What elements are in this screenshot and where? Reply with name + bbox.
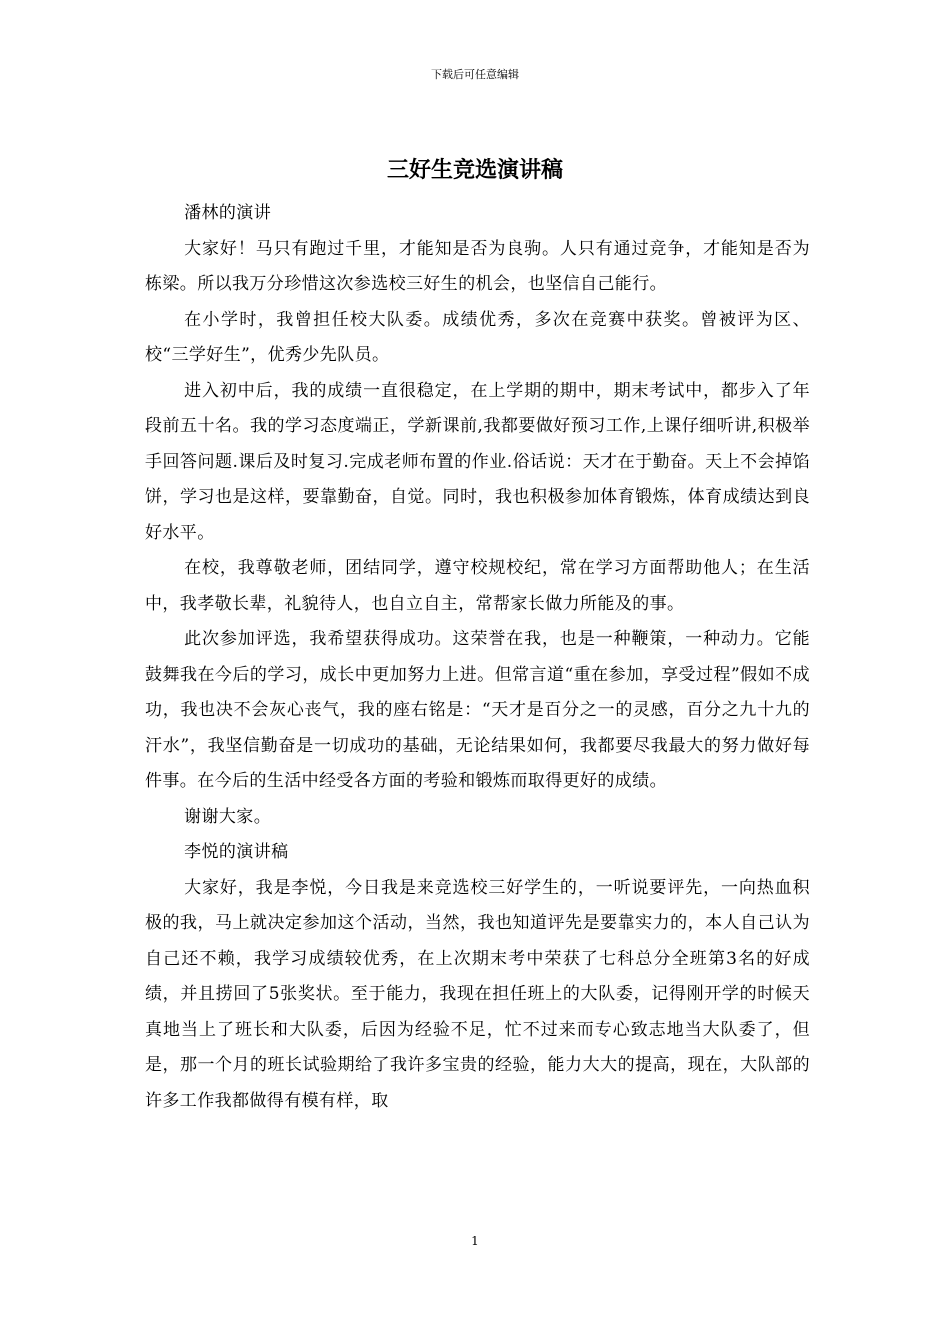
paragraph: 大家好！马只有跑过千里，才能知是否为良驹。人只有通过竞争，才能知是否为栋梁。所以我万分珍惜这次参选校三好生的机会，也坚信自己能行。 bbox=[145, 238, 810, 294]
paragraph: 在校，我尊敬老师，团结同学，遵守校规校纪，常在学习方面帮助他人；在生活中，我孝敬长辈，礼貌待人，也自立自主，常帮家长做力所能及的事。 bbox=[145, 558, 810, 614]
paragraph: 在小学时，我曾担任校大队委。成绩优秀，多次在竞赛中获奖。曾被评为区、校“三学好生”，优秀少先队员。 bbox=[145, 309, 810, 365]
paragraph: 此次参加评选，我希望获得成功。这荣誉在我，也是一种鞭策，一种动力。它能鼓舞我在今后的学习，成长中更加努力上进。但常言道“重在参加，享受过程”假如不成功，我也决不会灰心丧气，我的座右铭是：“天才是百分之一的灵感，百分之九十九的汗水”，我坚信勤奋是一切成功的基础，无论结果如何，我都要尽我最大的努力做好每件事。在今后的生活中经受各方面的考验和锻炼而取得更好的成绩。 bbox=[145, 629, 810, 791]
page-number: 1 bbox=[471, 1234, 479, 1248]
paragraph: 进入初中后，我的成绩一直很稳定，在上学期的期中，期末考试中，都步入了年段前五十名。我的学习态度端正，学新课前,我都要做好预习工作,上课仔细听讲,积极举手回答问题.课后及时复习.完成老师布置的作业.俗话说：天才在于勤奋。天上不会掉馅饼，学习也是这样，要靠勤奋，自觉。同时，我也积极参加体育锻炼，体育成绩达到良好水平。 bbox=[145, 380, 810, 543]
header-note: 下载后可任意编辑 bbox=[431, 68, 519, 81]
document-title: 三好生竞选演讲稿 bbox=[386, 157, 563, 183]
paragraph: 大家好，我是李悦，今日我是来竞选校三好学生的，一听说要评先，一向热血积极的我，马上就决定参加这个活动，当然，我也知道评先是要靠实力的，本人自己认为自己还不赖，我学习成绩较优秀，在上次期末考中荣获了七科总分全班第3名的好成绩，并且捞回了5张奖状。至于能力，我现在担任班上的大队委，记得刚开学的时候天真地当上了班长和大队委，后因为经验不足，忙不过来而专心致志地当大队委了，但是，那一个月的班长试验期给了我许多宝贵的经验，能力大大的提高，现在，大队部的许多工作我都做得有模有样，取 bbox=[145, 877, 810, 1111]
closing-line: 谢谢大家。 bbox=[184, 806, 272, 827]
section-heading-panlin: 潘林的演讲 bbox=[184, 203, 272, 223]
document-body bbox=[145, 196, 810, 1119]
section-heading-liyue: 李悦的演讲稿 bbox=[184, 842, 289, 862]
